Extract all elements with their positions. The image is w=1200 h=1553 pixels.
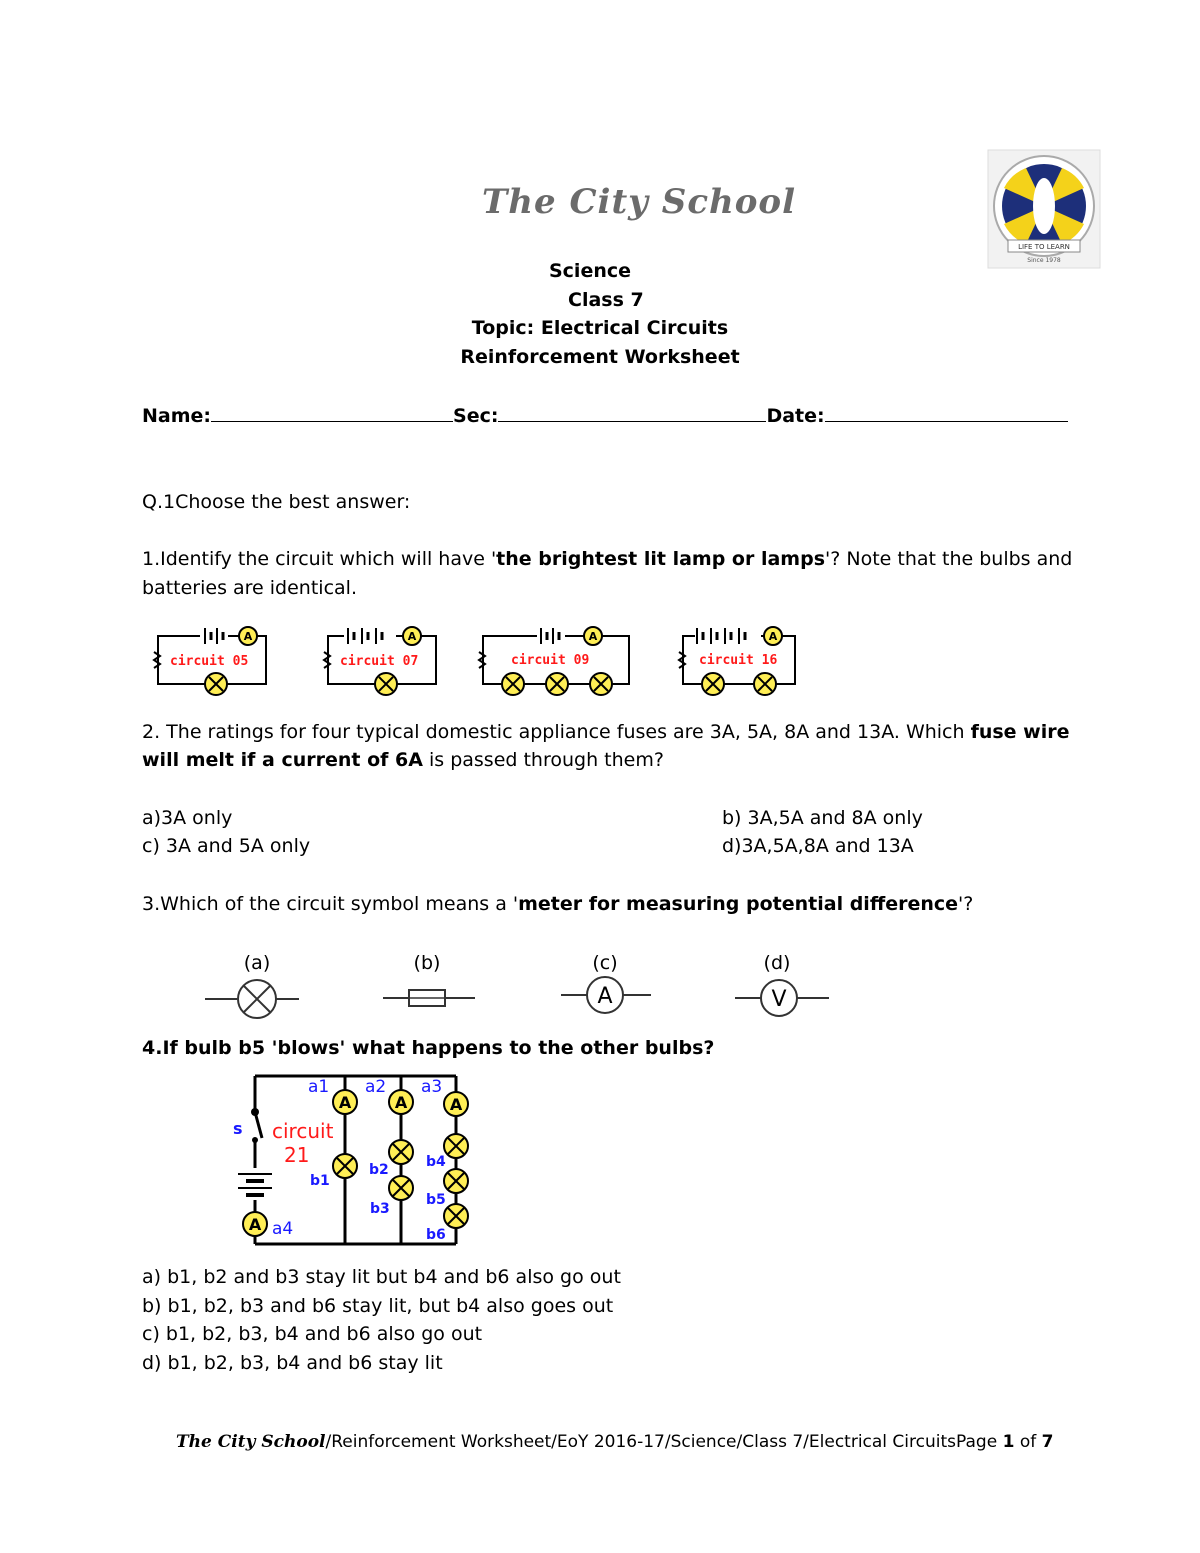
label-b2: b2 xyxy=(369,1162,389,1178)
q3-symbols xyxy=(195,945,845,1025)
bulb-b2 xyxy=(389,1140,413,1164)
q4-option-c[interactable]: c) b1, b2, b3, b4 and b6 also go out xyxy=(142,1323,483,1345)
q2-option-b[interactable]: b) 3A,5A and 8A only xyxy=(722,807,923,829)
symbol-c-ammeter[interactable] xyxy=(561,952,651,1013)
date-field[interactable] xyxy=(825,421,1068,422)
bulb-b4 xyxy=(444,1134,468,1158)
label-b1: b1 xyxy=(310,1173,330,1189)
q1-text: 1.Identify the circuit which will have 'the brightest lit lamp or lamps'? Note that the bulbs and xyxy=(142,548,1073,570)
name-label: Name: xyxy=(142,405,212,427)
q3-text: 3.Which of the circuit symbol means a 'meter for measuring potential difference'? xyxy=(142,893,974,915)
bulb-b3 xyxy=(389,1176,413,1200)
name-field[interactable] xyxy=(211,421,453,422)
label-a3: a3 xyxy=(421,1077,443,1097)
q1-circuits: A circuit 05 circuit 07 circuit 09 circuit 16 xyxy=(150,620,810,700)
circuit-21-number: 21 xyxy=(284,1143,310,1167)
q2-text: 2. The ratings for four typical domestic appliance fuses are 3A, 5A, 8A and 13A. Which fuse wire xyxy=(142,721,1070,743)
footer-school: The City School xyxy=(176,1432,326,1452)
voltmeter-glyph: V xyxy=(771,987,787,1012)
circuit-16-label: circuit 16 xyxy=(699,653,778,668)
footer-total-pages: 7 xyxy=(1041,1432,1054,1452)
footer-page-number: 1 xyxy=(1002,1432,1015,1452)
footer-path: /Reinforcement Worksheet/EoY 2016-17/Science/Class 7/Electrical Circuits xyxy=(325,1432,957,1452)
ammeter-glyph: A xyxy=(597,984,613,1009)
ammeter-a3 xyxy=(444,1092,468,1116)
symbol-b-fuse[interactable] xyxy=(383,952,475,1006)
circuit-07-label: circuit 07 xyxy=(340,654,419,669)
circuit-05-label: circuit 05 xyxy=(170,654,249,669)
q2-option-d[interactable]: d)3A,5A,8A and 13A xyxy=(722,835,914,857)
circuit-21-diagram: A circuit 21 s a1 a2 a3 a4 b1 b2 b3 b4 b5 b6 xyxy=(222,1068,482,1254)
school-logo-text: The City School xyxy=(482,182,797,222)
symbol-b-label: (b) xyxy=(413,952,441,974)
page-footer: The City School/Reinforcement Worksheet/EoY 2016-17/Science/Class 7/Electrical CircuitsPage 1 of 7 xyxy=(176,1432,1054,1452)
label-b5: b5 xyxy=(426,1192,446,1208)
circuit-16-diagram[interactable] xyxy=(679,627,795,695)
q2-text-line2: will melt if a current of 6A is passed through them? xyxy=(142,749,664,771)
section-heading: Q.1Choose the best answer: xyxy=(142,491,411,513)
q4-text: 4.If bulb b5 'blows' what happens to the other bulbs? xyxy=(142,1037,715,1059)
symbol-d-voltmeter[interactable] xyxy=(735,952,829,1016)
sec-label: Sec: xyxy=(453,405,499,427)
circuit-07-diagram[interactable] xyxy=(324,627,436,695)
label-a2: a2 xyxy=(365,1077,387,1097)
q4-option-b[interactable]: b) b1, b2, b3 and b6 stay lit, but b4 also goes out xyxy=(142,1295,614,1317)
label-b6: b6 xyxy=(426,1227,446,1243)
bulb-b6 xyxy=(444,1204,468,1228)
subject-title: Science xyxy=(548,260,632,282)
circuit-21-title: circuit xyxy=(272,1119,334,1143)
q2-option-a[interactable]: a)3A only xyxy=(142,807,233,829)
q1-text-line2: batteries are identical. xyxy=(142,577,357,599)
class-title: Class 7 xyxy=(568,289,644,311)
ammeter-a1 xyxy=(333,1090,357,1114)
crest-since: Since 1978 xyxy=(1027,257,1061,264)
symbol-d-label: (d) xyxy=(763,952,791,974)
label-a1: a1 xyxy=(308,1077,330,1097)
q4-option-d[interactable]: d) b1, b2, b3, b4 and b6 stay lit xyxy=(142,1352,443,1374)
topic-title: Topic: Electrical Circuits xyxy=(471,317,729,339)
q4-option-a[interactable]: a) b1, b2 and b3 stay lit but b4 and b6 also go out xyxy=(142,1266,621,1288)
circuit-05-diagram[interactable] xyxy=(154,627,266,695)
sec-field[interactable] xyxy=(498,421,766,422)
crest-motto: LIFE TO LEARN xyxy=(1018,243,1070,251)
circuit-09-diagram[interactable] xyxy=(479,627,629,695)
student-info-row xyxy=(142,405,1068,427)
ammeter-a2 xyxy=(389,1090,413,1114)
switch-label: s xyxy=(233,1119,243,1138)
label-a4: a4 xyxy=(272,1219,294,1239)
label-b4: b4 xyxy=(426,1154,446,1170)
symbol-a-lamp[interactable] xyxy=(205,952,299,1018)
symbol-a-label: (a) xyxy=(243,952,271,974)
switch-lever[interactable] xyxy=(255,1112,262,1138)
circuit-09-label: circuit 09 xyxy=(511,653,590,668)
ammeter-a4 xyxy=(243,1212,267,1236)
bulb-b1 xyxy=(333,1154,357,1178)
bulb-b5 xyxy=(444,1169,468,1193)
date-label: Date: xyxy=(766,405,825,427)
school-crest xyxy=(986,148,1102,270)
q2-option-c[interactable]: c) 3A and 5A only xyxy=(142,835,311,857)
symbol-c-label: (c) xyxy=(592,952,618,974)
worksheet-title: Reinforcement Worksheet xyxy=(460,346,740,368)
label-b3: b3 xyxy=(370,1201,390,1217)
